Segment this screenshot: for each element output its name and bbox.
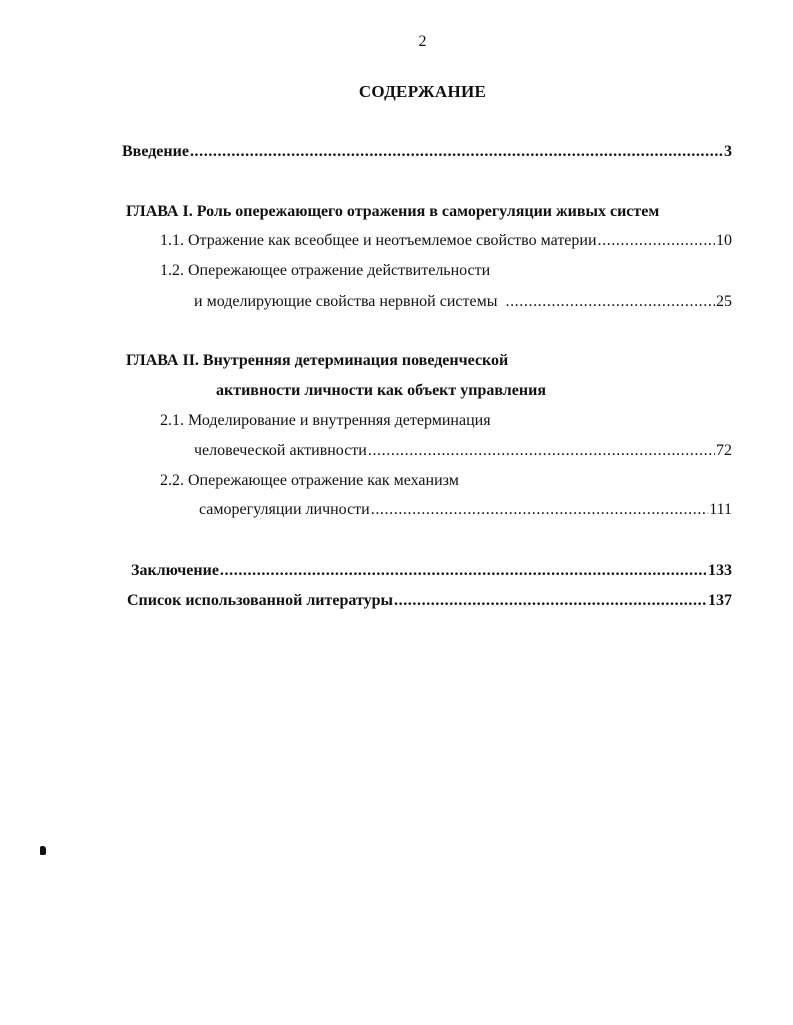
dot-leader: [368, 441, 715, 461]
toc-label: ГЛАВА I. Роль опережающего отражения в саморегуляции живых систем: [126, 203, 660, 220]
toc-page: 137: [708, 592, 732, 609]
dot-leader: [371, 500, 708, 520]
toc-label: 2.1. Моделирование и внутренняя детерминация: [160, 412, 491, 429]
toc-page: 3: [724, 143, 732, 160]
toc-label: 2.2. Опережающее отражение как механизм: [160, 472, 459, 489]
toc-chapter-2-title-line2[interactable]: [216, 381, 546, 401]
toc-label: Введение: [122, 143, 189, 160]
dot-leader: [598, 231, 715, 251]
toc-page: 133: [708, 562, 732, 579]
toc-page: 72: [716, 442, 732, 459]
page-title: СОДЕРЖАНИЕ: [358, 82, 487, 101]
toc-entry-2-2-line1[interactable]: [160, 471, 459, 491]
toc-label: ГЛАВА II. Внутренняя детерминация поведенческой: [126, 352, 509, 369]
toc-entry-2-1-line1[interactable]: [160, 411, 491, 431]
toc-entry-conclusion[interactable]: [131, 561, 732, 581]
page-number: 2: [418, 33, 427, 50]
toc-label: Список использованной литературы: [127, 592, 393, 609]
toc-chapter-1-title[interactable]: [126, 202, 659, 222]
toc-entry-1-2-line2[interactable]: [194, 292, 732, 312]
toc-label: 1.2. Опережающее отражение действительности: [160, 262, 491, 279]
toc-entry-1-2-line1[interactable]: [160, 261, 490, 281]
toc-chapter-2-title-line1[interactable]: [126, 351, 508, 371]
toc-page: 10: [716, 232, 732, 249]
dot-leader: [505, 292, 715, 312]
toc-entry-1-1[interactable]: [160, 231, 732, 251]
toc-label: Заключение: [131, 562, 219, 579]
toc-entry-intro[interactable]: [122, 142, 732, 162]
toc-label: человеческой активности: [194, 442, 367, 459]
toc-label: активности личности как объект управления: [216, 382, 546, 399]
toc-entry-2-2-line2[interactable]: [199, 500, 732, 520]
toc-label: саморегуляции личности: [199, 501, 370, 518]
toc-entry-2-1-line2[interactable]: [194, 441, 732, 461]
toc-page: 111: [709, 501, 732, 518]
toc-entry-references[interactable]: [127, 591, 732, 611]
toc-label: 1.1. Отражение как всеобщее и неотъемлемое свойство материи: [160, 232, 597, 249]
toc-label: и моделирующие свойства нервной системы: [194, 293, 498, 310]
dot-leader: [220, 561, 707, 581]
dot-leader: [190, 142, 723, 162]
scan-artifact-mark: [40, 846, 46, 855]
dot-leader: [394, 591, 707, 611]
toc-page: 25: [716, 293, 732, 310]
